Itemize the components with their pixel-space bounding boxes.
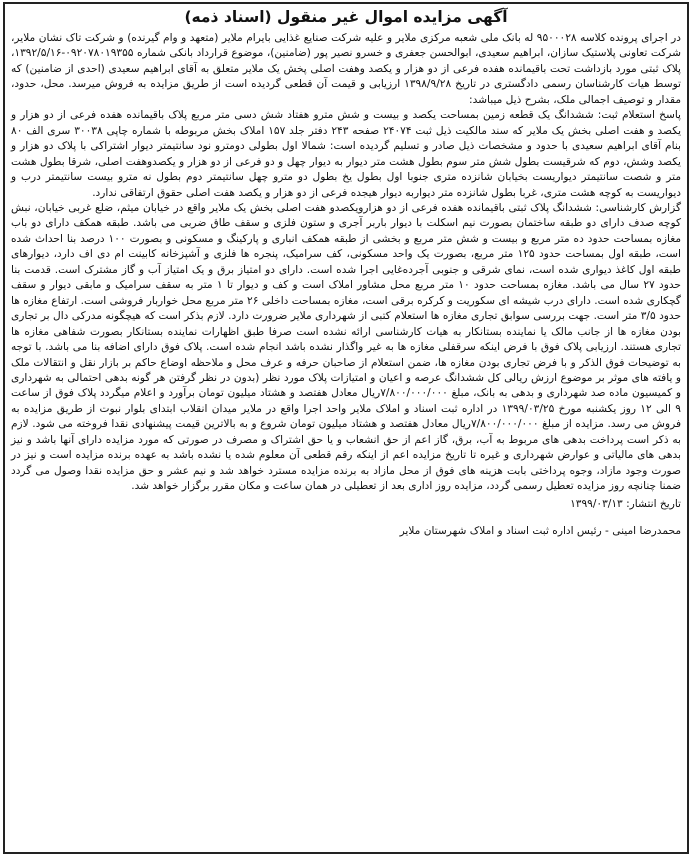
notice-footer — [11, 497, 681, 540]
notice-body — [11, 31, 681, 495]
expert-report-paragraph: گزارش کارشناسی: ششدانگ پلاک ثبتی باقیمانده هفده فرعی از دو هزارویکصدو هفت اصلی بخش یک ملایر واقع در خیابان میثم، ضلع غربی خیابان، نبش کوچه صدف دارای دو طبقه ساختمان بصورت نیم اسکلت با دیوار باربر آجری و ستون فلزی و سقف طاق ضربی می باشد. طبقه همکف دارای دو باب مغازه بمساحت حدود ده متر مربع و بیست و شش متر مربع و بخشی از طبقه همکف انباری و پارکینگ و مسکونی و بصورت ۱۰۰ درصد بنا احداث شده است، طبقه اول بمساحت حدود ۱۲۵ متر مربع، بصورت یک واحد مسکونی، کف سرامیک، پنجره ها فلزی و آشپزخانه کابینت ام دی اف دارد، دیوارهای طبقه اول کاغذ دیواری شده است، نمای شرقی و جنوبی آجرده‌غایی اجرا شده است. دارای دو امتیاز برق و یک امتیاز آب و گاز مشترک است. قدمت بنا حدود ۲۷ سال می باشد. مغازه بمساحت حدود ۱۰ متر مربع محل مشاور املاک است و کف و دیوار تا ۱ متر به سقف سرامیک و مابقی دیوار و سقف گچکاری شده است. دارای درب شیشه ای سکوریت و کرکره برقی است، مغازه بمساحت داخلی ۲۶ متر مربع محل خواربار فروشی است. ارتفاع مغازه ها حدود ۳/۵ متر است. جهت بررسی سوابق تجاری مغازه ها استعلام کتبی از شهرداری ملایر ضرورت دارد. لازم بذکر است که هیچگونه مدرکی دال بر تجاری بودن مغازه ها از جانب مالک یا نماینده بستانکار به هیات کارشناسی ارائه نشده است صرفا طبق اظهارات نماینده بستانکار بصورت شفاهی مغازه ها تجاری هستند. ارزیابی پلاک فوق با فرض اینکه سرقفلی مغازه ها به غیر واگذار نشده باشد انجام شده است. پلاک فوق دارای اضافه بنا می باشد. با توجه به توضیحات فوق الذکر و با فرض تجاری بودن مغازه ها، ضمن استعلام از صاحبان حرفه و عرف محل و ملاحظه اوضاع حاکم بر بازار نقل و انتقالات ملک و یافته های موثر بر موضوع ارزش ریالی کل ششدانگ عرصه و اعیان و امتیازات پلاک مورد نظر (بدون در نظر گرفتن هر گونه بدهی احتمالی به شهرداری و کمیسیون ماده صد شهرداری و بدهی به بانک، مبلغ ۷/۸۰۰/۰۰۰/۰۰۰ریال معادل هفتصد و هشتاد میلیون تومان برآورد و اعلام میگردد پلاک فوق از ساعت ۹ الی ۱۲ روز یکشنبه مورخ ۱۳۹۹/۰۳/۲۵ در اداره ثبت اسناد و املاک ملایر واحد اجرا واقع در ملایر میدان انقلاب ابتدای بلوار نبوت از طریق مزایده به فروش می رسد. مزایده از مبلغ ۷/۸۰۰/۰۰۰/۰۰۰ریال معادل هفتصد و هشتاد میلیون تومان شروع و به بالاترین قیمت پیشنهادی نقدا فروخته می شود. لازم به ذکر است پرداخت بدهی های مربوط به آب، برق، گاز اعم از حق انشعاب و یا حق اشتراک و مصرف در صورتی که مورد مزایده دارای آنها باشد و نیز بدهی های مالیاتی و عوارض شهرداری و غیره تا تاریخ مزایده اعم از اینکه رقم قطعی آن معلوم شده یا نشده باشد به عهده برنده مزایده است و نیز در صورت وجود مازاد، وجوه پرداختی بابت هزینه های فوق از محل مازاد به برنده مزایده مسترد خواهد شد و نیم عشر و حق مزایده نقدا وصول می گردد ضمنا چنانچه روز مزایده تعطیل رسمی گردد، مزایده روز اداری بعد از تعطیلی در همان ساعت و مکان مقرر برگزار خواهد شد. — [11, 201, 682, 493]
registry-reply-paragraph: پاسخ استعلام ثبت: ششدانگ یک قطعه زمین بمساحت یکصد و بیست و شش مترو هفتاد شش دسی متر مربع پلاک باقیمانده هفده فرعی از دو هزار و یکصد و هفت اصلی بخش یک ملایر که سند مالکیت ذیل ثبت ۲۴۰۷۴ صفحه ۲۴۳ دفتر جلد ۱۵۷ املاک بخش مربوطه با شماره چاپی ۳۰۰۳۸ سری الف ۸۰ بنام آقای ابراهیم سعیدی با حدود و مشخصات ذیل صادر و تسلیم گردیده است: شمالا اول بطولی دومترو نود سانتیمتر دیوار اشتراکی با پلاک دو هزار و یکصد وشش، دوم که شرقیست بطول شش متر سوم بطول هشت متر دیوار به دیوار چهل و دو فرعی از دو هزار و یکصدوهفت اصلی، شرقا بطول هشت متر و شصت سانتیمتر دیواریست بخیابان شانزده متری جنوبا اول بطول یخ بطول دو مترو چهل سانتیمتر دوم بطول نه مترو بیست سانتیمتر درب و دیواریست به کوچه هشت متری، غربا بطول شانزده متر دیواربه دیوار هیجده فرعی از دو هزار و یکصد هفت اصلی حقوق ارتفاقی ندارد. — [11, 109, 682, 199]
intro-paragraph: در اجرای پرونده کلاسه ۹۵۰۰۰۲۸ له بانک ملی شعبه مرکزی ملایر و علیه شرکت صنایع غذایی بایرام ملایر (متعهد و وام گیرنده) و شرکت تاک نشان ملایر، شرکت تعاونی پلاستیک سازان، ابراهیم سعیدی، ابوالحسن جعفری و خسرو نصیر پور (ضامنین)، موضوع قرارداد بانکی شماره ۰۹۲۰۷۸۰۱۹۳۵۵-۱۳۹۲/۵/۱۶، پلاک ثبتی مورد بازداشت تحت باقیمانده هفده فرعی از دو هزار و یکصد وهفت اصلی پخش یک ملایر متعلق به آقای ابراهیم سعیدی (احدی از ضامنین) که توسط هیات کارشناسان رسمی دادگستری در تاریخ ۱۳۹۸/۹/۲۸ ارزیابی و قیمت آن قطعی گردیده است از طریق مزایده به فروش میرسد. محل، حدود، مقدار و توصیف اجمالی ملک، بشرح ذیل میباشد: — [11, 32, 682, 106]
notice-title: آگهی مزایده اموال غیر منقول (اسناد ذمه) — [184, 8, 508, 26]
signature-line: محمدرضا امینی - رئیس اداره ثبت اسناد و املاک شهرستان ملایر — [399, 525, 681, 538]
auction-notice — [3, 2, 689, 854]
publish-date: تاریخ انتشار: ۱۳۹۹/۰۳/۱۳ — [570, 497, 681, 510]
